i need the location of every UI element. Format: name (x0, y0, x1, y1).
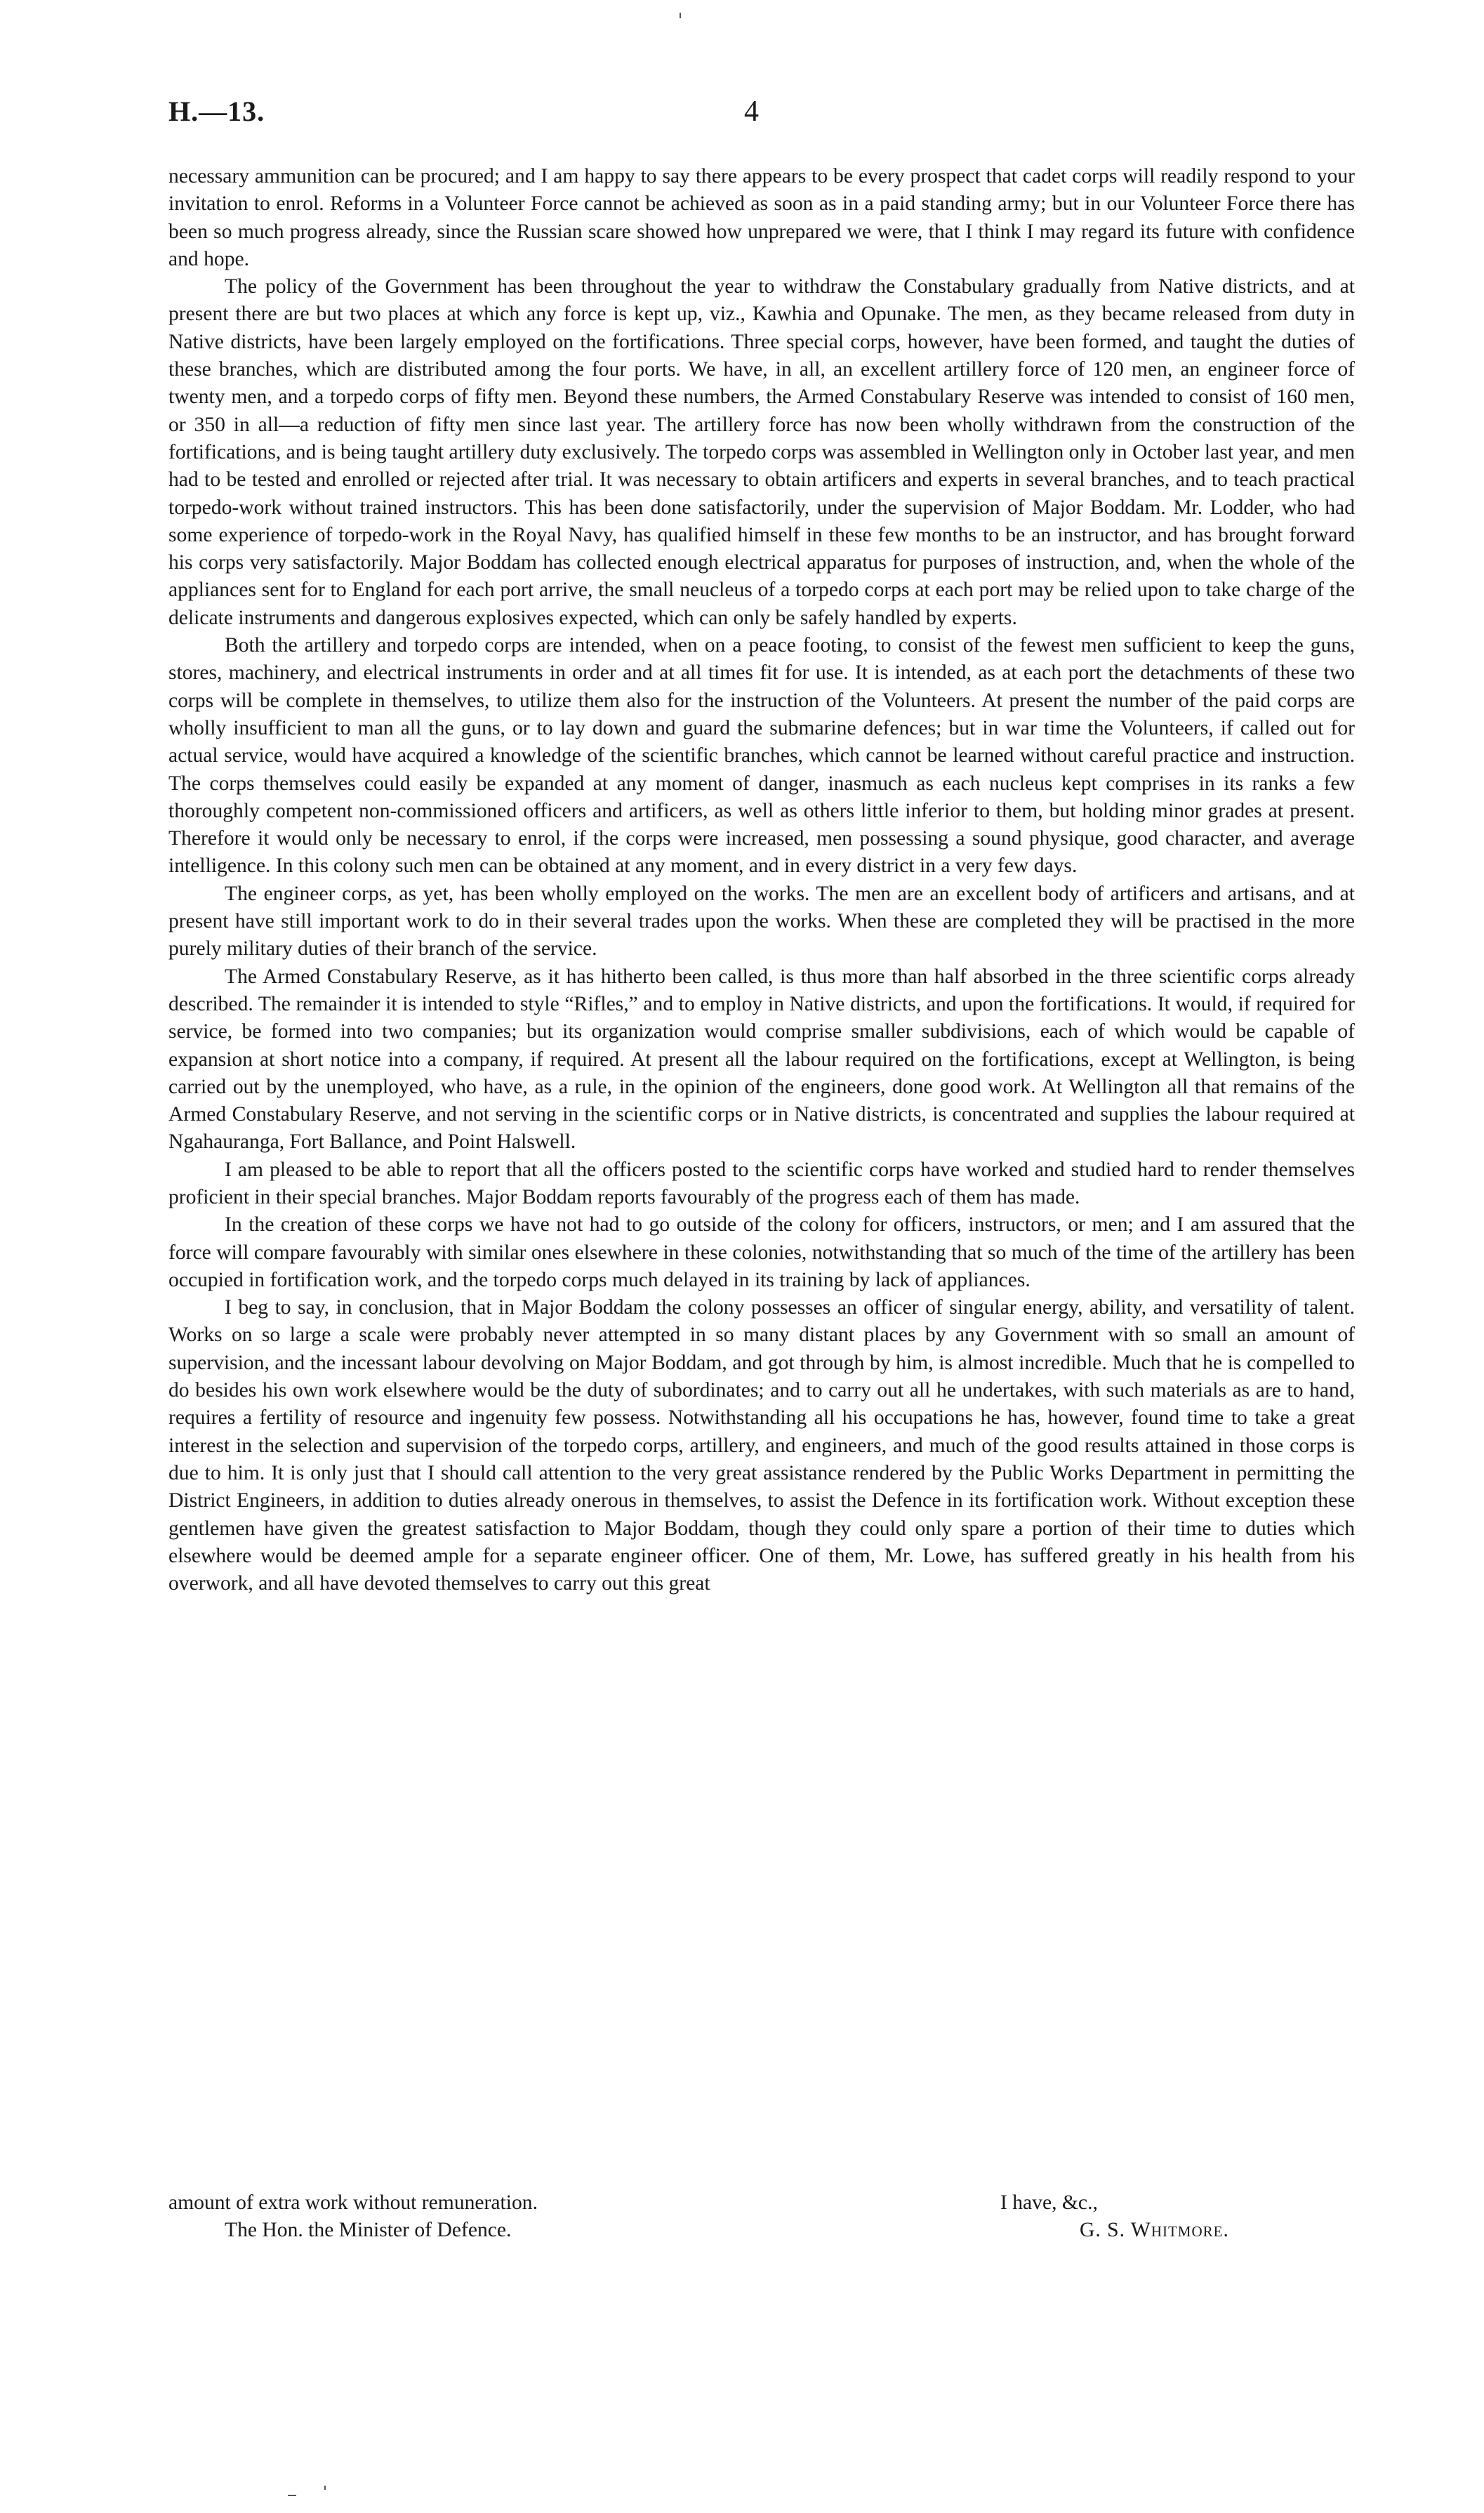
scan-mark-bottom-2 (324, 2486, 326, 2490)
paragraph-officers: I am pleased to be able to report that all the officers posted to the scientific corps have worked and studied hard to render themselves proficient in their special branches. Major Boddam reports favourably of the progress each of them has made. (168, 1158, 1355, 1208)
closing-line-two (168, 2217, 1355, 2244)
paragraph-ammunition: necessary ammunition can be procured; and I am happy to say there appears to be every prospect that cadet corps will readily respond to your invitation to enrol. Reforms in a Volunteer Force cannot be achieved as soon as in a paid standing army; but in our Volunteer Force there has been so much progress already, since the Russian scare showed how unprepared we were, that I think I may regard its future with confidence and hope. (168, 165, 1355, 270)
paragraph-artillery-torpedo: Both the artillery and torpedo corps are intended, when on a peace footing, to consist of the fewest men sufficient to keep the guns, stores, machinery, and electrical instruments in order and at all times fit for use. It is intended, as at each port the detachments of these two corps will be complete in themselves, to utilize them also for the instruction of the Volunteers. At present the number of the paid corps are wholly insufficient to man all the guns, or to lay down and guard the submarine defences; but in war time the Volunteers, if called out for actual service, would have acquired a knowledge of the scientific branches, which cannot be learned without careful practice and instruction. The corps themselves could easily be expanded at any moment of danger, inasmuch as each nucleus kept comprises in its ranks a few thoroughly competent non-commissioned officers and artificers, as well as others little inferior to them, but holding minor grades at present. Therefore it would only be necessary to enrol, if the corps were increased, men possessing a sound physique, good character, and average intelligence. In this colony such men can be obtained at any moment, and in every district in a very few days. (168, 634, 1355, 878)
closing-line-one (168, 2189, 1355, 2217)
paragraph-constabulary-policy: The policy of the Government has been throughout the year to withdraw the Constabulary gradually from Native districts, and at present there are but two places at which any force is kept up, viz., Kawhia and Opunake. The men, as they became released from duty in Native districts, have been largely employed on the fortifications. Three special corps, however, have been formed, and taught the duties of these branches, which are distributed among the four ports. We have, in all, an excellent artillery force of 120 men, an engineer force of twenty men, and a torpedo corps of fifty men. Beyond these numbers, the Armed Constabulary Reserve was intended to consist of 160 men, or 350 in all—a reduction of fifty men since last year. The artillery force has now been wholly withdrawn from the construction of the fortifications, and is being taught artillery duty exclusively. The torpedo corps was assembled in Wellington only in October last year, and men had to be tested and enrolled or rejected after trial. It was necessary to obtain artificers and experts in several branches, and to teach practical torpedo-work without trained instructors. This has been done satisfactorily, under the supervision of Major Boddam. Mr. Lodder, who had some experience of torpedo-work in the Royal Navy, has qualified himself in these few months to be an instructor, and has brought forward his corps very satisfactorily. Major Boddam has collected enough electrical apparatus for purposes of instruction, and, when the whole of the appliances sent for to England for each port arrive, the small neucleus of a torpedo corps at each port may be relied upon to take charge of the delicate instruments and dangerous explosives expected, which can only be safely handled by experts. (168, 275, 1355, 629)
scan-mark-bottom-1 (288, 2495, 296, 2496)
addressee: The Hon. the Minister of Defence. (225, 2219, 512, 2242)
page-number: 4 (744, 95, 759, 128)
paragraph-conclusion: I beg to say, in conclusion, that in Major Boddam the colony possesses an officer of singular energy, ability, and versatility of talent. Works on so large a scale were probably never attempted in so many distant places by any Government with so small an amount of supervision, and the incessant labour devolving on Major Boddam, and got through by him, is almost incredible. Much that he is compelled to do besides his own work elsewhere would be the duty of subordinates; and to carry out all he undertakes, with such materials as are to hand, requires a fertility of resource and ingenuity few possess. Notwithstanding all his occupations he has, however, found time to take a great interest in the selection and supervision of the torpedo corps, artillery, and engineers, and much of the good results attained in those corps is due to him. It is only just that I should call attention to the very great assistance rendered by the Public Works Department in permitting the District Engineers, in addition to duties already onerous in themselves, to assist the Defence in its fortification work. Without exception these gentlemen have given the greatest satisfaction to Major Boddam, though they could only spare a portion of their time to duties which elsewhere would be deemed ample for a separate engineer officer. One of them, Mr. Lowe, has suffered greatly in his health from his overwork, and all have devoted themselves to carry out this great (168, 1296, 1355, 1595)
scan-mark-top (680, 13, 681, 18)
paragraph-armed-constabulary-reserve: The Armed Constabulary Reserve, as it has hitherto been called, is thus more than half absorbed in the three scientific corps already described. The remainder it is intended to style “Rifles,” and to employ in Native districts, and upon the fortifications. It would, if required for service, be formed into two companies; but its organization would comprise smaller subdivisions, each of which would be capable of expansion at short notice into a company, if required. At present all the labour required on the fortifications, except at Wellington, is being carried out by the unemployed, who have, as a rule, in the opinion of the engineers, done good work. At Wellington all that remains of the Armed Constabulary Reserve, and not serving in the scientific corps or in Native districts, is concentrated and supplies the labour required at Ngahauranga, Fort Ballance, and Point Halswell. (168, 965, 1355, 1154)
paragraph-engineer-corps: The engineer corps, as yet, has been wholly employed on the works. The men are an excellent body of artificers and artisans, and at present have still important work to do in their several trades upon the works. When these are completed they will be practised in the more purely military duties of their branch of the service. (168, 882, 1355, 961)
signature: G. S. Whitmore. (1080, 2219, 1229, 2242)
report-body (168, 163, 1355, 1597)
page-header (168, 95, 1355, 137)
valediction: I have, &c., (1000, 2191, 1098, 2214)
closing-last-line: amount of extra work without remuneration. (168, 2191, 538, 2214)
paragraph-creation-of-corps: In the creation of these corps we have not had to go outside of the colony for officers, instructors, or men; and I am assured that the force will compare favourably with similar ones elsewhere in these colonies, notwithstanding that so much of the time of the artillery has been occupied in fortification work, and the torpedo corps much delayed in its training by lack of appliances. (168, 1213, 1355, 1291)
document-reference: H.—13. (168, 95, 265, 127)
letter-closing (168, 2189, 1355, 2245)
